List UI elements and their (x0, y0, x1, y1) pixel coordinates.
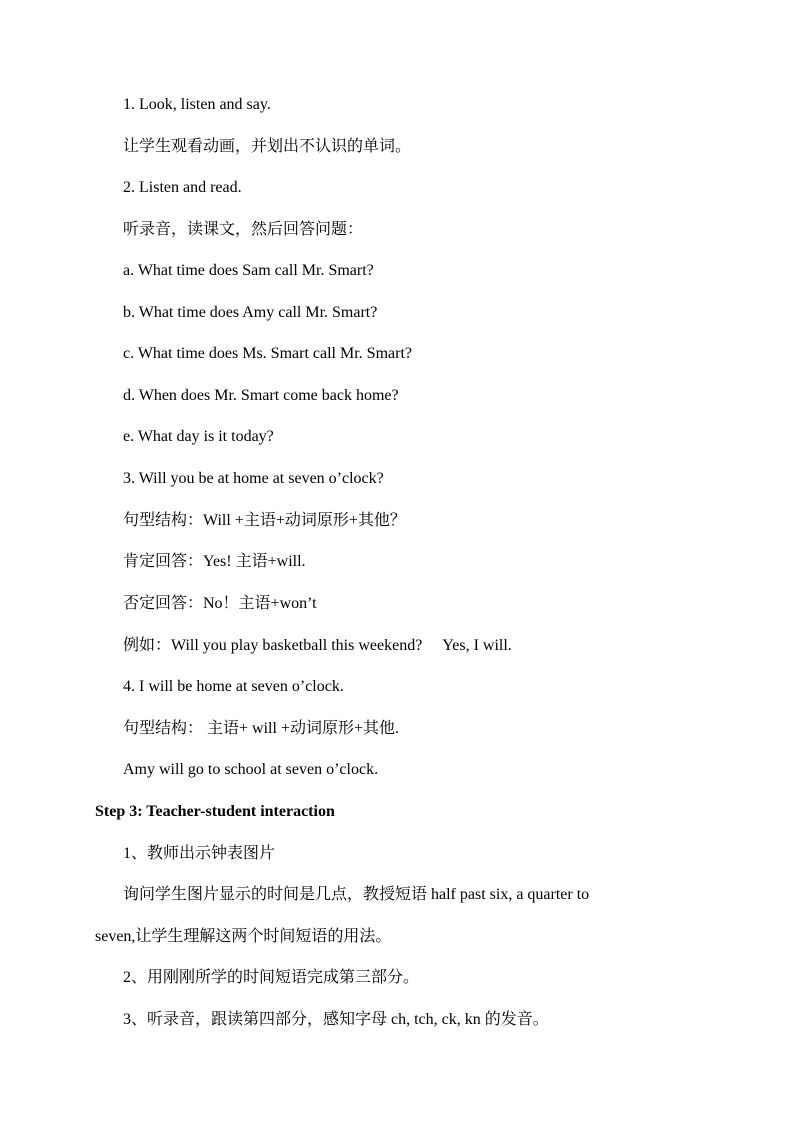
affirmative-answer: 肯定回答：Yes! 主语+will. (123, 553, 306, 570)
question-d: d. When does Mr. Smart come back home? (123, 387, 399, 404)
step-3-item-2: 2、用刚刚所学的时间短语完成第三部分。 (123, 969, 420, 986)
example-question: 例如：Will you play basketball this weekend? (123, 637, 423, 654)
item-1-instruction: 让学生观看动画，并划出不认识的单词。 (123, 138, 412, 155)
example-sentence: Amy will go to school at seven o’clock. (123, 761, 379, 778)
example-line (123, 636, 512, 656)
step-3-paragraph-line-1: 询问学生图片显示的时间是几点，教授短语 half past six, a quarter to (123, 886, 590, 903)
structure-question: 句型结构：Will +主语+动词原形+其他？ (123, 512, 406, 529)
step-3-item-3: 3、听录音，跟读第四部分，感知字母 ch, tch, ck, kn 的发音。 (123, 1011, 549, 1028)
example-answer: Yes, I will. (442, 637, 512, 654)
step-3-item-1: 1、教师出示钟表图片 (123, 845, 276, 862)
step-3-paragraph-line-2: seven,让学生理解这两个时间短语的用法。 (95, 928, 392, 945)
item-4-title: 4. I will be home at seven o’clock. (123, 678, 344, 695)
question-a: a. What time does Sam call Mr. Smart? (123, 262, 374, 279)
question-b: b. What time does Amy call Mr. Smart? (123, 304, 378, 321)
item-3-title: 3. Will you be at home at seven o’clock? (123, 470, 384, 487)
item-2-title: 2. Listen and read. (123, 179, 242, 196)
item-1-title: 1. Look, listen and say. (123, 96, 271, 113)
item-2-instruction: 听录音，读课文，然后回答问题： (123, 221, 364, 238)
step-3-heading: Step 3: Teacher-student interaction (95, 803, 335, 820)
negative-answer: 否定回答：No！主语+won’t (123, 595, 317, 612)
structure-statement: 句型结构： 主语+ will +动词原形+其他. (123, 720, 399, 737)
question-c: c. What time does Ms. Smart call Mr. Smart? (123, 345, 412, 362)
question-e: e. What day is it today? (123, 428, 274, 445)
